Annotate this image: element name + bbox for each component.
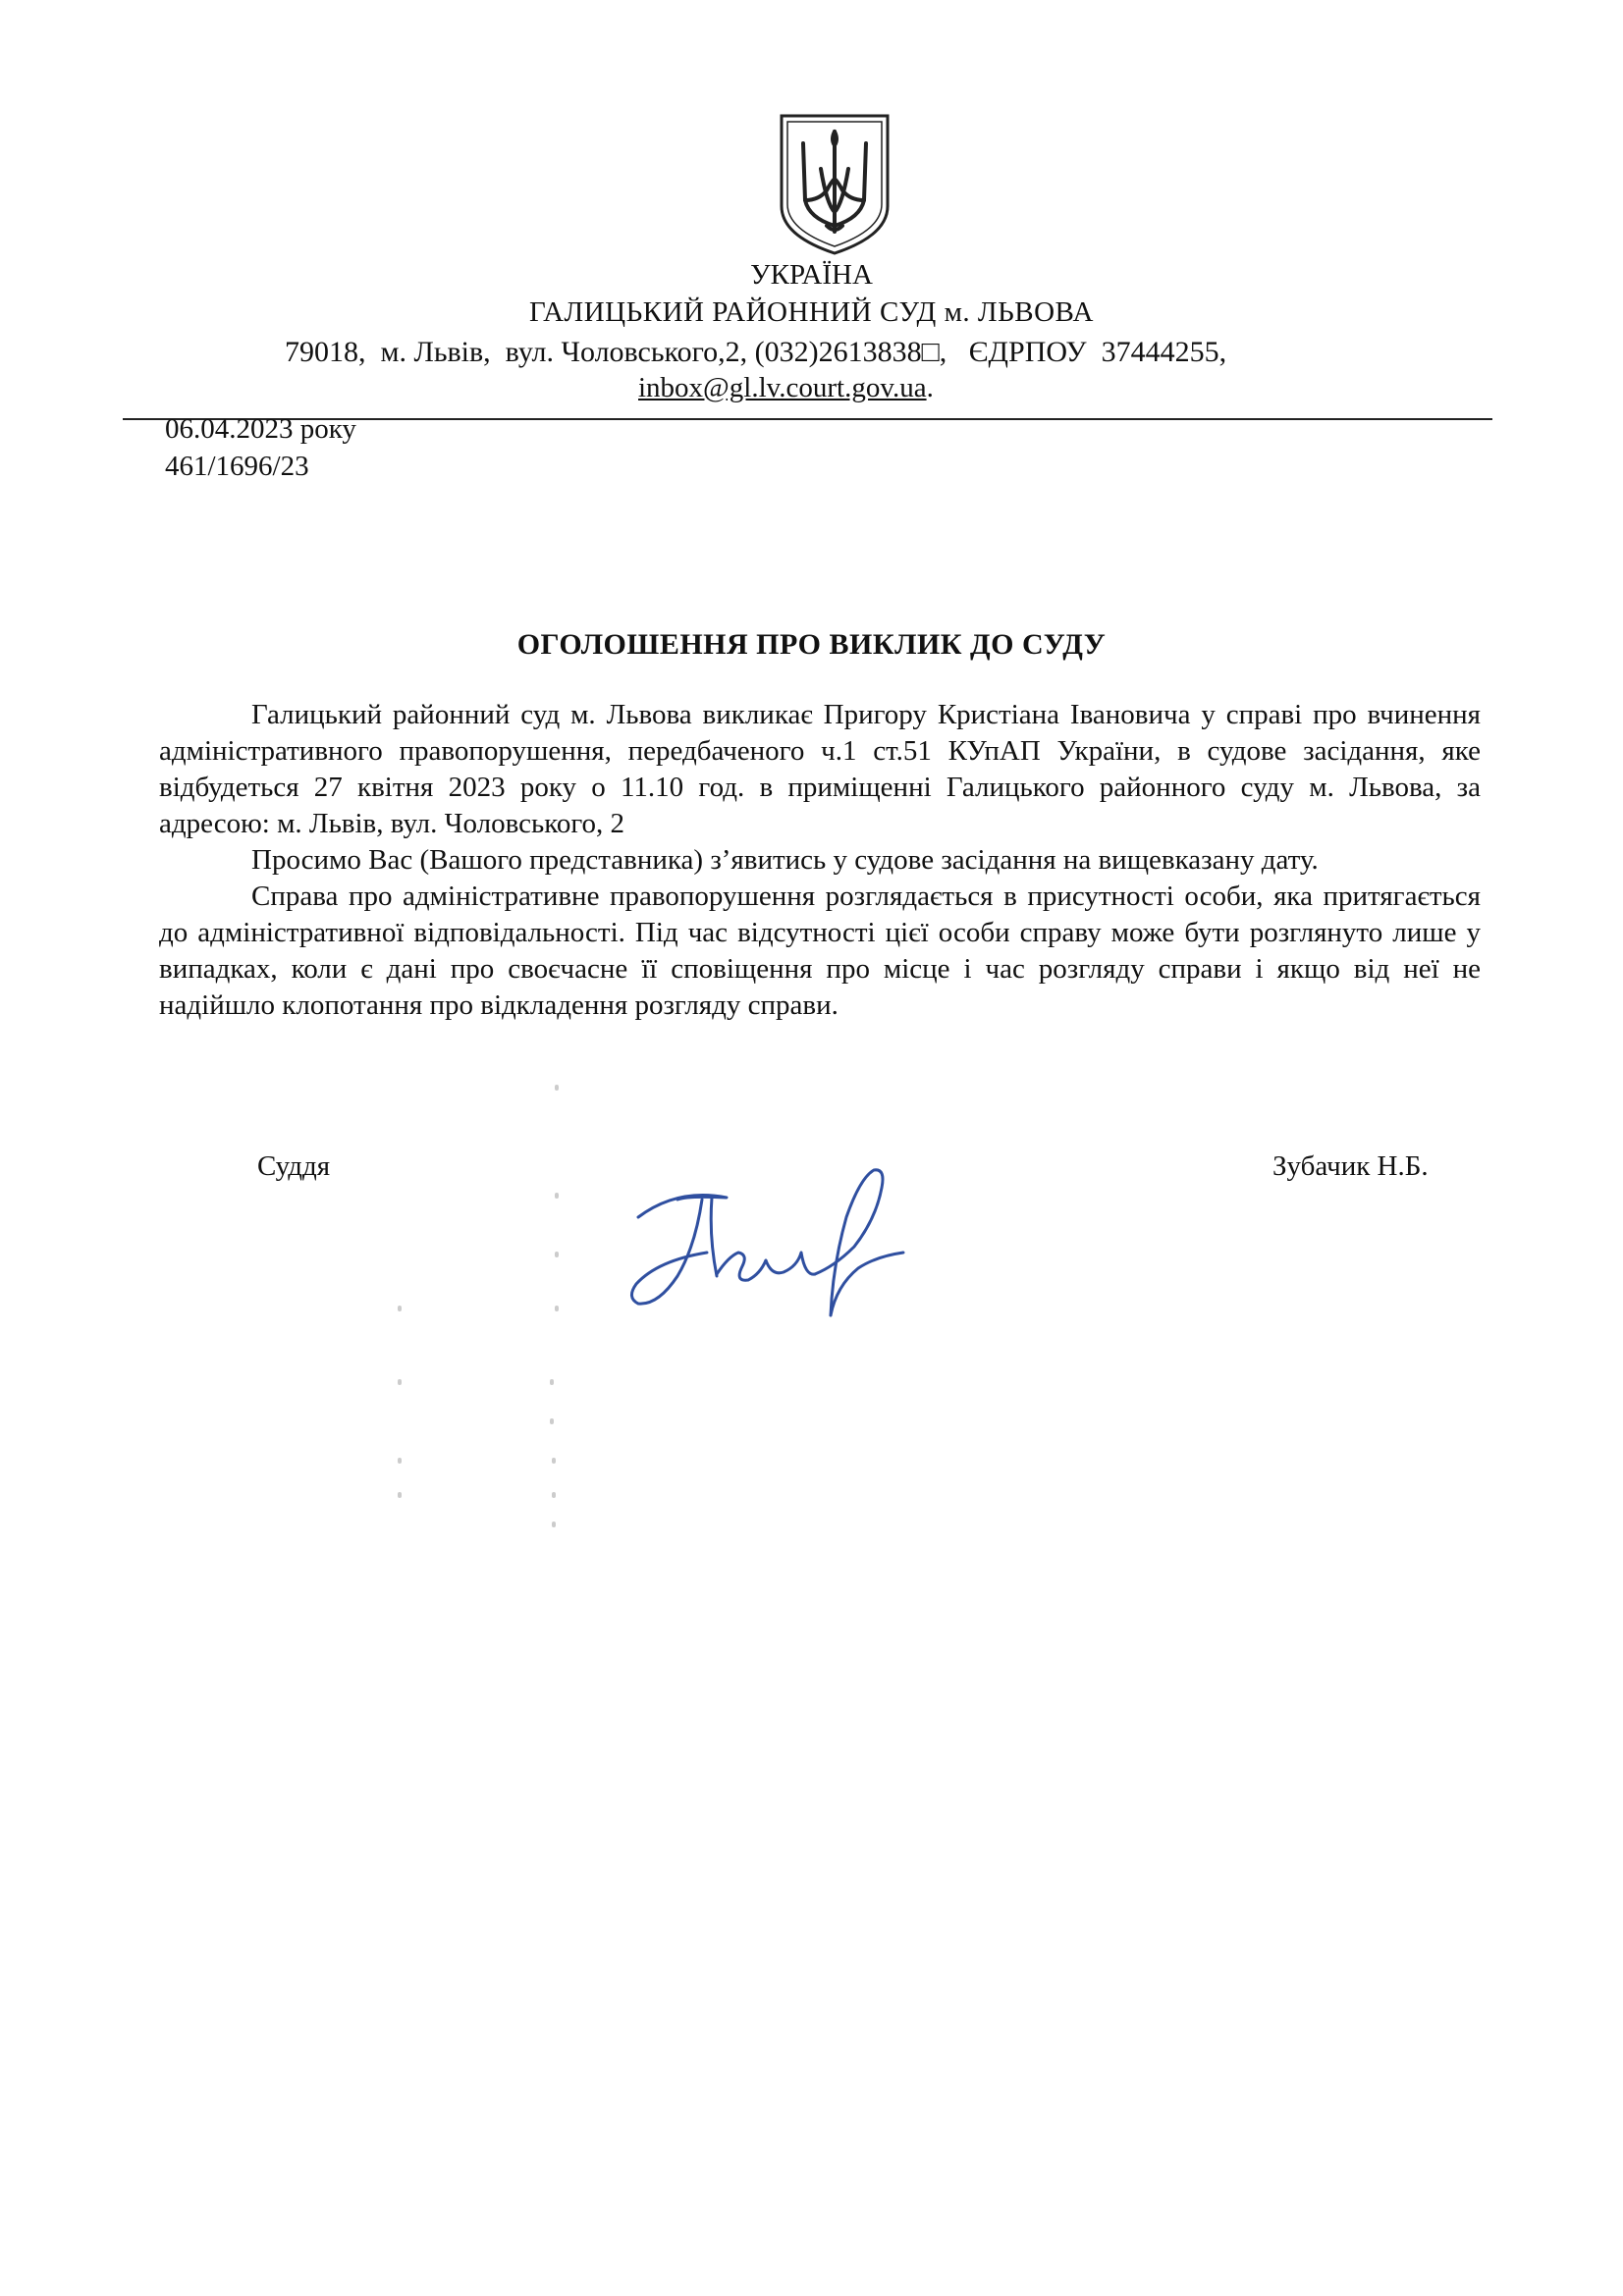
scan-speck (550, 1418, 554, 1424)
court-name: ГАЛИЦЬКИЙ РАЙОННИЙ СУД м. ЛЬВОВА (528, 296, 1094, 328)
handwritten-signature-icon (619, 1158, 933, 1335)
scan-speck (398, 1492, 402, 1498)
court-email-link[interactable]: inbox@gl.lv.court.gov.ua (638, 372, 927, 403)
country-name: УКРАЇНА (750, 259, 873, 291)
scan-speck (398, 1306, 402, 1311)
scan-speck (555, 1085, 559, 1091)
scan-speck (555, 1193, 559, 1199)
scan-speck (555, 1252, 559, 1257)
scan-speck (552, 1492, 556, 1498)
document-body (159, 697, 1481, 1024)
case-number: 461/1696/23 (165, 451, 309, 482)
body-paragraph: Справа про адміністративне правопорушення розглядається в присутності особи, яка притягається до адміністративної відповідальності. Під час відсутності цієї особи справу може бути розглянуто лише у випадках, коли є дані про своєчасне її сповіщення про місце і час розгляду справи і якщо від неї не надійшло клопотання про відкладення розгляду справи. (159, 881, 1481, 1021)
scan-speck (552, 1458, 556, 1464)
scan-speck (550, 1379, 554, 1385)
document-title: ОГОЛОШЕННЯ ПРО ВИКЛИК ДО СУДУ (516, 628, 1107, 661)
scan-speck (398, 1379, 402, 1385)
court-email-line (638, 371, 934, 404)
signer-name: Зубачик Н.Б. (1272, 1150, 1429, 1182)
court-email-suffix: . (926, 372, 934, 403)
body-paragraph: Просимо Вас (Вашого представника) з’явитись у судове засідання на вищевказану дату. (251, 844, 1319, 876)
scan-speck (398, 1458, 402, 1464)
signer-role: Суддя (257, 1150, 331, 1182)
body-paragraph: Галицький районний суд м. Львова викликає Пригору Кристіана Івановича у справі про вчинення адміністративного правопорушення, передбаченого ч.1 ст.51 КУпАП України, в судове засідання, яке відбудеться 27 квітня 2023 року о 11.10 год. в приміщенні Галицького районного суду м. Львова, за адресою: м. Львів, вул. Чоловського, 2 (159, 699, 1481, 839)
court-address: 79018, м. Львів, вул. Чоловського,2, (032)2613838□, ЄДРПОУ 37444255, (285, 336, 1227, 368)
scan-speck (552, 1522, 556, 1527)
scan-speck (555, 1306, 559, 1311)
document-date: 06.04.2023 року (165, 413, 356, 445)
coat-of-arms-icon (776, 110, 893, 257)
